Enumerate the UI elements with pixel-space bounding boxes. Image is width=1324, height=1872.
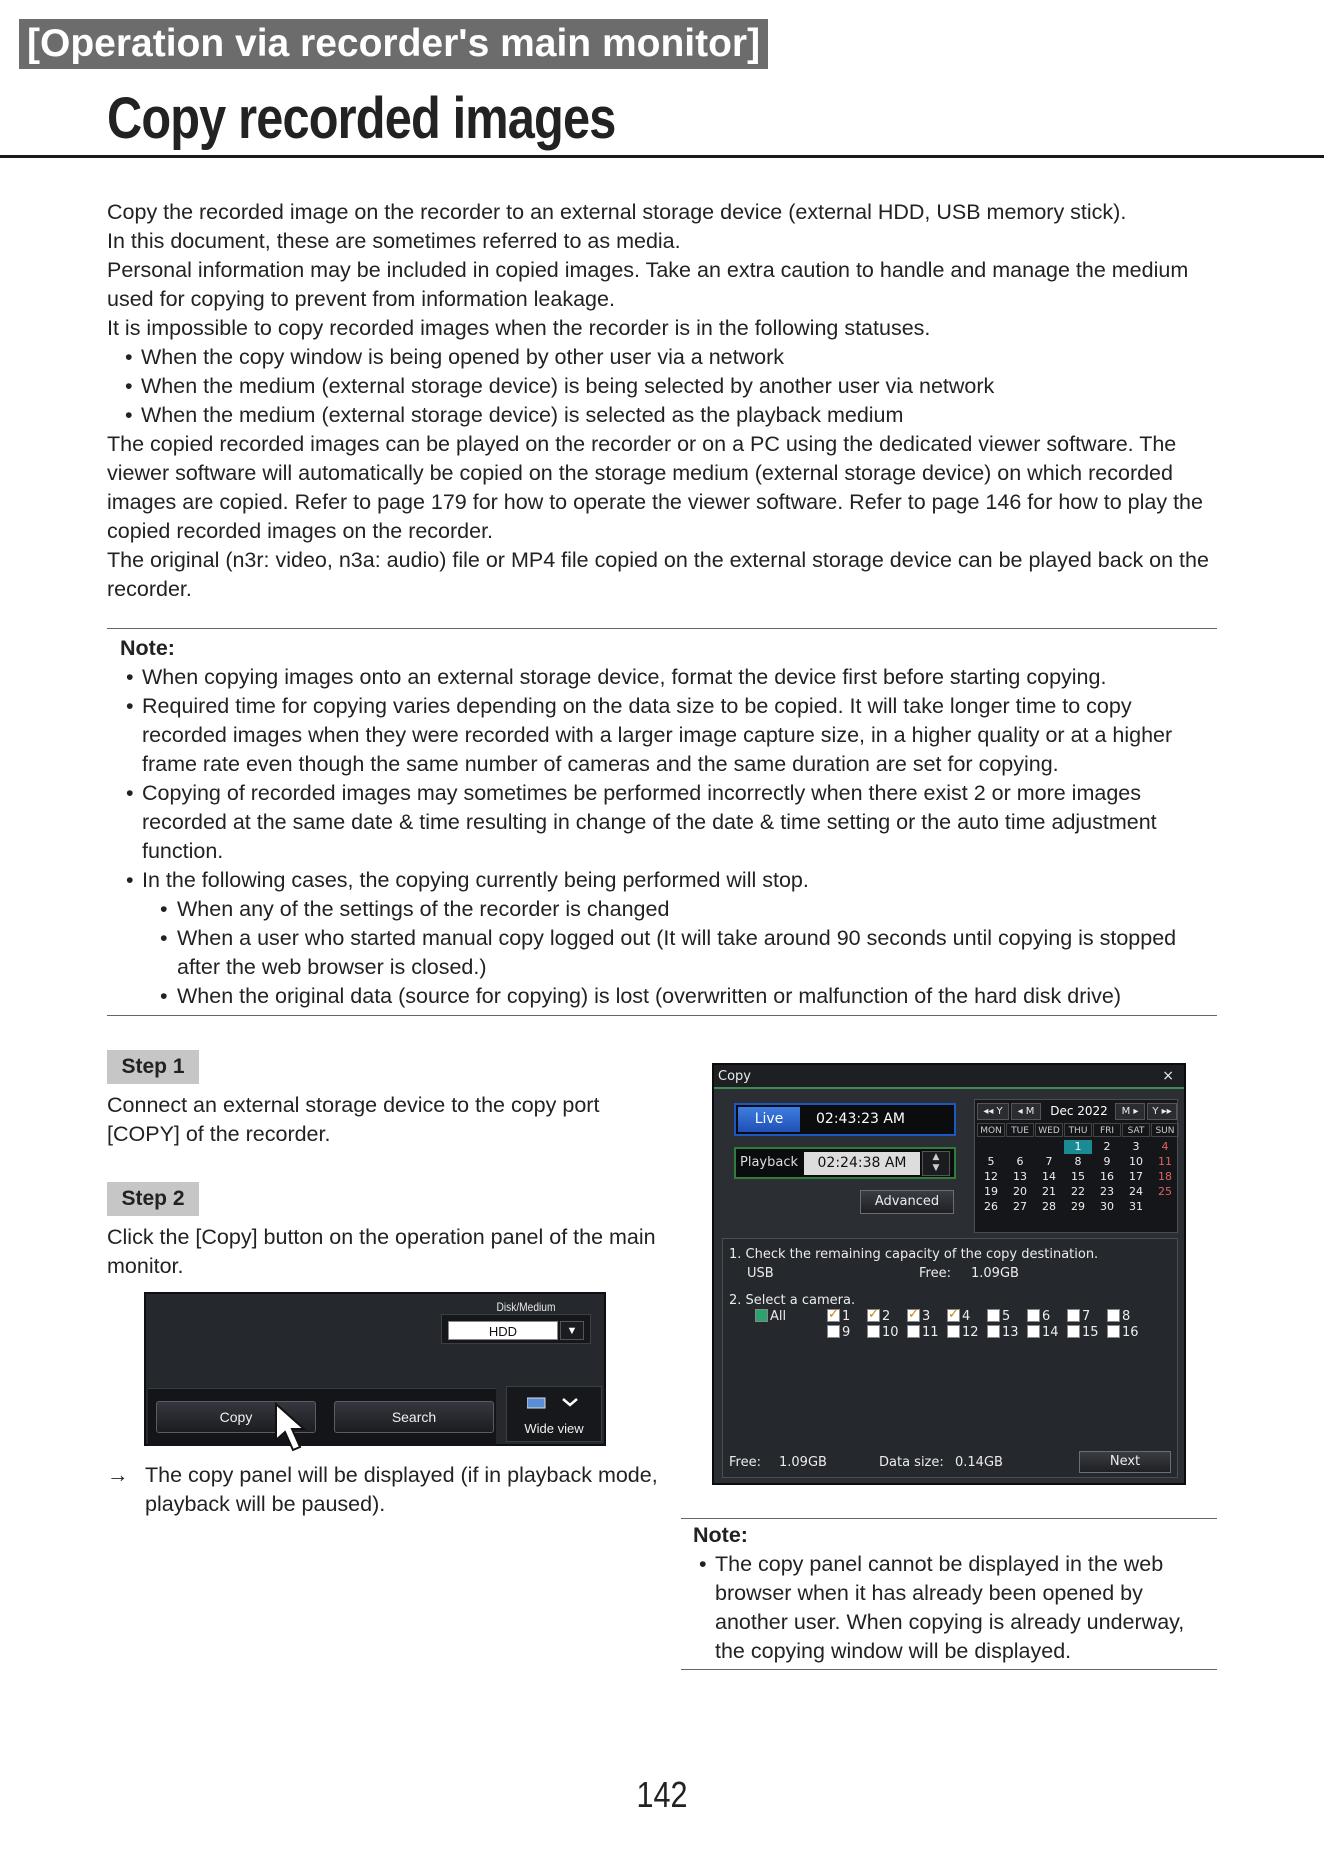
mouse-cursor-icon [274, 1402, 318, 1454]
live-time: 02:43:23 AM [816, 1111, 905, 1127]
note-item: • Copying of recorded images may sometimes be performed incorrectly when there exist 2 or more images recorded at the same date & time resulting in change of the date & time setting or the auto time adjustment function. [120, 779, 1217, 866]
intro-text [107, 198, 1237, 604]
disk-medium-box [441, 1314, 591, 1344]
down-arrow-icon[interactable]: ▼ [932, 1163, 940, 1173]
dialog-titlebar [714, 1065, 1184, 1089]
disk-medium-select[interactable]: HDD [448, 1321, 558, 1340]
next-month-button[interactable]: M ▸ [1115, 1103, 1145, 1120]
intro-bullet: • When the medium (external storage device) is selected as the playback medium [119, 401, 1237, 430]
calendar-day[interactable]: 26 [984, 1200, 998, 1213]
calendar-day[interactable]: 14 [1042, 1170, 1056, 1183]
copy-settings [722, 1238, 1178, 1478]
camera-checkbox[interactable] [947, 1309, 970, 1324]
camera-checkbox[interactable] [947, 1325, 979, 1340]
calendar-day[interactable]: 16 [1100, 1170, 1114, 1183]
calendar-day[interactable]: 8 [1074, 1155, 1082, 1168]
checkbox[interactable] [827, 1309, 840, 1322]
copy-button[interactable]: Copy [156, 1401, 316, 1433]
page-title: Copy recorded images [107, 86, 616, 151]
camera-number: 5 [1002, 1309, 1011, 1324]
playback-time-field[interactable]: 02:24:38 AM [804, 1152, 920, 1175]
calendar-month: Dec 2022 [1050, 1104, 1108, 1118]
calendar-weekday: TUE [1006, 1123, 1034, 1137]
calendar-weekday: SUN [1151, 1123, 1179, 1137]
camera-all-checkbox[interactable]: All [755, 1309, 786, 1324]
camera-checkbox[interactable] [987, 1325, 1019, 1340]
step-result [107, 1461, 667, 1519]
next-button[interactable]: Next [1079, 1451, 1171, 1473]
camera-number: 6 [1042, 1309, 1051, 1324]
camera-number: 7 [1082, 1309, 1091, 1324]
step-1-label: Step 1 [107, 1050, 199, 1084]
free-value: 1.09GB [971, 1266, 1019, 1281]
calendar-day[interactable]: 28 [1042, 1200, 1056, 1213]
footer-free-label: Free: [729, 1455, 761, 1470]
intro-line: It is impossible to copy recorded images when the recorder is in the following statuses. [107, 316, 931, 340]
calendar-day[interactable]: 7 [1045, 1155, 1053, 1168]
calendar-day[interactable]: 30 [1100, 1200, 1114, 1213]
intro-line: The copied recorded images can be played on the recorder or on a PC using the dedicated viewer software. The viewer software will automatically be copied on the storage medium (external storage device) on which recorded images are copied. Refer to page 179 for how to operate the viewer software. Refer to page 146 for how to play the copied recorded images on the recorder. [107, 432, 1203, 543]
camera-checkbox[interactable] [1107, 1325, 1139, 1340]
note-subitem: • When a user who started manual copy logged out (It will take around 90 seconds until copying is stopped after the web browser is closed.) [120, 924, 1217, 982]
up-arrow-icon[interactable]: ▲ [932, 1152, 940, 1162]
checkbox[interactable] [1107, 1309, 1120, 1322]
intro-line: Copy the recorded image on the recorder to an external storage device (external HDD, USB memory stick). [107, 200, 1127, 224]
title-rule [0, 155, 1324, 158]
calendar-day[interactable]: 24 [1129, 1185, 1143, 1198]
camera-number: 3 [922, 1309, 931, 1324]
camera-number: 9 [842, 1325, 851, 1340]
checkbox[interactable] [755, 1309, 768, 1322]
calendar-weekday: THU [1064, 1123, 1092, 1137]
camera-number: 1 [842, 1309, 851, 1324]
checkbox[interactable] [827, 1325, 840, 1338]
camera-number: 4 [962, 1309, 971, 1324]
button-tray [148, 1388, 496, 1446]
calendar-day[interactable]: 15 [1071, 1170, 1085, 1183]
calendar-day[interactable]: 27 [1013, 1200, 1027, 1213]
page-number: 142 [636, 1774, 688, 1815]
calendar-day[interactable]: 2 [1103, 1140, 1111, 1153]
note-subitem: • When any of the settings of the recorder is changed [120, 895, 1217, 924]
footer-free-value: 1.09GB [779, 1455, 827, 1470]
live-button[interactable]: Live [738, 1107, 800, 1132]
note-item: • In the following cases, the copying currently being performed will stop. [120, 866, 1217, 895]
camera-checkbox[interactable] [987, 1309, 1010, 1324]
advanced-button[interactable]: Advanced [860, 1190, 954, 1214]
checkbox[interactable] [987, 1325, 1000, 1338]
camera-number: 14 [1042, 1325, 1059, 1340]
checkbox[interactable] [907, 1309, 920, 1322]
note-box-2 [681, 1518, 1217, 1670]
dropdown-arrow-icon[interactable]: ▼ [560, 1321, 584, 1340]
checkbox[interactable] [947, 1309, 960, 1322]
close-icon[interactable]: × [1162, 1068, 1174, 1084]
prev-month-button[interactable]: ◂ M [1011, 1103, 1041, 1120]
next-year-button[interactable]: Y ▸▸ [1147, 1103, 1177, 1120]
camera-number: 15 [1082, 1325, 1099, 1340]
checkbox[interactable] [1027, 1309, 1040, 1322]
checkbox[interactable] [1067, 1309, 1080, 1322]
search-button[interactable]: Search [334, 1401, 494, 1433]
calendar-day[interactable]: 19 [984, 1185, 998, 1198]
checkbox[interactable] [867, 1309, 880, 1322]
calendar-day[interactable]: 12 [984, 1170, 998, 1183]
calendar-day[interactable]: 17 [1129, 1170, 1143, 1183]
time-spinner[interactable] [922, 1151, 950, 1176]
camera-checkbox[interactable] [827, 1309, 850, 1324]
right-arrow-icon: → [107, 1463, 129, 1487]
camera-checkbox[interactable] [1107, 1309, 1130, 1324]
select-camera-text: 2. Select a camera. [729, 1293, 856, 1308]
calendar-day[interactable]: 25 [1158, 1185, 1172, 1198]
camera-checkbox[interactable] [907, 1309, 930, 1324]
prev-year-button[interactable]: ◂◂ Y [977, 1103, 1009, 1120]
note-item: • When copying images onto an external storage device, format the device first before starting copying. [120, 663, 1217, 692]
note-box [107, 628, 1217, 1016]
calendar-day[interactable]: 31 [1129, 1200, 1143, 1213]
checkbox[interactable] [987, 1309, 1000, 1322]
note-heading: Note: [693, 1523, 748, 1547]
calendar-day[interactable]: 20 [1013, 1185, 1027, 1198]
camera-checkbox[interactable] [1067, 1309, 1090, 1324]
intro-line: Personal information may be included in copied images. Take an extra caution to handle and manage the medium used for copying to prevent from information leakage. [107, 258, 1189, 311]
camera-number: 13 [1002, 1325, 1019, 1340]
calendar-day[interactable]: 11 [1158, 1155, 1172, 1168]
checkbox[interactable] [1067, 1325, 1080, 1338]
section-banner: [Operation via recorder's main monitor] [19, 19, 768, 69]
calendar-day[interactable]: 18 [1158, 1170, 1172, 1183]
calendar-day[interactable]: 22 [1071, 1185, 1085, 1198]
calendar-day[interactable]: 10 [1129, 1155, 1143, 1168]
camera-number: 2 [882, 1309, 891, 1324]
playback-row [734, 1147, 956, 1179]
calendar-weekday: FRI [1093, 1123, 1121, 1137]
intro-bullet: • When the medium (external storage device) is being selected by another user via network [119, 372, 1237, 401]
intro-line: In this document, these are sometimes referred to as media. [107, 229, 681, 253]
result-text: The copy panel will be displayed (if in playback mode, playback will be paused). [145, 1463, 658, 1516]
camera-checkbox[interactable] [1027, 1309, 1050, 1324]
checkbox[interactable] [1107, 1325, 1120, 1338]
calendar-weekday: WED [1035, 1123, 1063, 1137]
camera-checkbox[interactable] [1027, 1325, 1059, 1340]
intro-line: The original (n3r: video, n3a: audio) file or MP4 file copied on the external storage device can be played back on the recorder. [107, 548, 1209, 601]
camera-number: 10 [882, 1325, 899, 1340]
operation-panel [144, 1292, 606, 1446]
checkbox[interactable] [947, 1325, 960, 1338]
check-capacity-text: 1. Check the remaining capacity of the copy destination. [729, 1247, 1099, 1262]
checkbox[interactable] [867, 1325, 880, 1338]
step-1-text: Connect an external storage device to the copy port [COPY] of the recorder. [107, 1093, 600, 1146]
calendar-day[interactable]: 6 [1016, 1155, 1024, 1168]
note-subitem: • When the original data (source for copying) is lost (overwritten or malfunction of the hard disk drive) [120, 982, 1217, 1011]
note-item: • The copy panel cannot be displayed in the web browser when it has already been opened by another user. When copying is already underway, the copying window will be displayed. [693, 1550, 1217, 1666]
intro-bullet: • When the copy window is being opened by other user via a network [119, 343, 1237, 372]
checkbox[interactable] [907, 1325, 920, 1338]
playback-label: Playback [740, 1155, 799, 1170]
calendar-day[interactable]: 29 [1071, 1200, 1085, 1213]
camera-checkbox[interactable] [867, 1325, 899, 1340]
destination-medium: USB [747, 1266, 774, 1281]
calendar-day[interactable]: 4 [1161, 1140, 1169, 1153]
calendar-day[interactable]: 1 [1064, 1140, 1092, 1154]
step-2-text: Click the [Copy] button on the operation panel of the main monitor. [107, 1225, 656, 1278]
data-size-label: Data size: [879, 1455, 944, 1470]
camera-checkbox[interactable] [827, 1325, 850, 1340]
live-row [734, 1103, 956, 1136]
wide-view-button[interactable] [506, 1386, 602, 1442]
data-size-value: 0.14GB [955, 1455, 1003, 1470]
calendar-day[interactable]: 13 [1013, 1170, 1027, 1183]
camera-checkbox[interactable] [1067, 1325, 1099, 1340]
wide-view-icon [527, 1395, 583, 1411]
camera-checkbox[interactable] [907, 1325, 939, 1340]
wide-view-label: Wide view [524, 1421, 584, 1436]
camera-number: 16 [1122, 1325, 1139, 1340]
calendar-day[interactable]: 23 [1100, 1185, 1114, 1198]
camera-number: 12 [962, 1325, 979, 1340]
note-item: • Required time for copying varies depending on the data size to be copied. It will take longer time to copy recorded images when they were recorded with a larger image capture size, in a higher quality or at a higher frame rate even though the same number of cameras and the same duration are set for copying. [120, 692, 1217, 779]
calendar-day[interactable]: 5 [987, 1155, 995, 1168]
calendar-weekday: SAT [1122, 1123, 1150, 1137]
camera-checkbox[interactable] [867, 1309, 890, 1324]
disk-medium-label: Disk/Medium [496, 1300, 556, 1314]
step-2-label: Step 2 [107, 1182, 199, 1216]
calendar-day[interactable]: 3 [1132, 1140, 1140, 1153]
dialog-title: Copy [718, 1069, 751, 1084]
calendar-day[interactable]: 21 [1042, 1185, 1056, 1198]
calendar-weekday: MON [977, 1123, 1005, 1137]
note-heading: Note: [120, 636, 175, 660]
calendar-day[interactable]: 9 [1103, 1155, 1111, 1168]
checkbox[interactable] [1027, 1325, 1040, 1338]
calendar [974, 1099, 1178, 1233]
camera-number: 8 [1122, 1309, 1131, 1324]
copy-dialog [712, 1063, 1186, 1485]
camera-number: 11 [922, 1325, 939, 1340]
free-label: Free: [919, 1266, 951, 1281]
